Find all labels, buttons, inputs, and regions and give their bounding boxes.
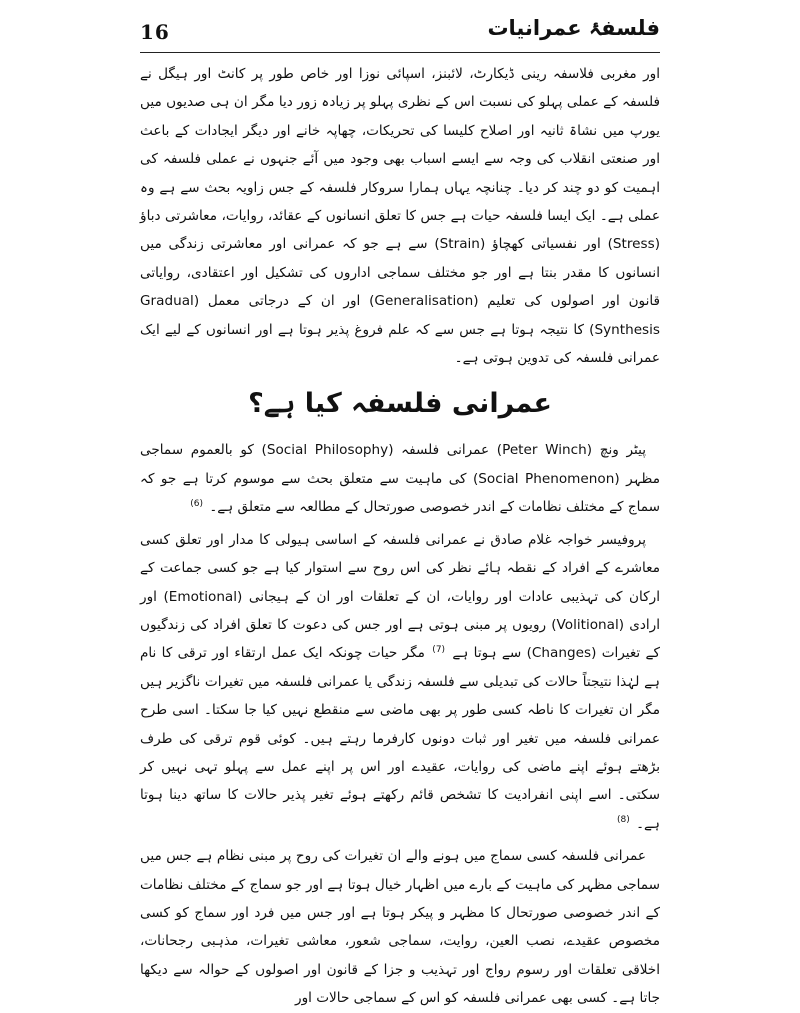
footnote-ref-6: (6) <box>190 498 203 509</box>
page-number: 16 <box>140 20 170 44</box>
body-text <box>140 60 660 1013</box>
paragraph-intro-text: اور مغربی فلاسفہ رینی ڈیکارٹ، لائبنز، اسپائی نوزا اور خاص طور پر کانٹ اور ہیگل نے فلسفہ کے عملی پہلو کی نسبت اس کے نظری پہلو پر زیادہ زور دیا مگر ان ہی صدیوں میں یورپ میں نشاۃ ثانیہ اور اصلاح کلیسا کی تحریکات، چھاپہ خانے اور دیگر ایجادات کے باعث اور صنعتی انقلاب کی وجہ سے ایسے اسباب بھی وجود میں آئے جنہوں نے عملی فلسفہ کی اہمیت کو دو چند کر دیا۔ چنانچہ یہاں ہمارا سروکار فلسفہ کے جس زاویہ بحث سے ہے وہ عملی ہے۔ ایک ایسا فلسفہ حیات ہے جس کا تعلق انسانوں کے عقائد، روایات، معاشرتی دباؤ (Stress) اور نفسیاتی کھچاؤ (Strain) سے ہے جو کہ عمرانی اور معاشرتی زندگی میں انسانوں کا مقدر بنتا ہے اور جو مختلف سماجی اداروں کی تشکیل اور اعتقادی، روایاتی قانون اور اصولوں کی تعلیم (Generalisation) اور ان کے درجاتی معمل (Gradual Synthesis) کا نتیجہ ہوتا ہے جس سے کہ علم فروغ پذیر ہوتا ہے اور انسانوں کے لیے ایک عمرانی فلسفہ کی تدوین ہوتی ہے۔ <box>140 66 661 367</box>
paragraph-ghulam-sadiq-text: پروفیسر خواجہ غلام صادق نے عمرانی فلسفہ کے اساسی ہیولی کا مدار اور تعلق کسی معاشرے کے افراد کے نقطہ ہائے نظر کی اس روح سے استوار کیا ہے جو کسی جماعت کے ارکان کی تہذیبی عادات اور روایات، ان کے تعلقات اور ان کے ہیجانی (Emotional) اور ارادی (Volitional) رویوں پر مبنی ہوتی ہے اور جس کی دعوت کا تعلق افراد کی زندگیوں کے تغیرات (Changes) سے ہوتا ہے <box>140 531 661 662</box>
paragraph-peter-winch <box>140 436 660 521</box>
header-rule <box>140 52 660 53</box>
footnote-ref-7: (7) <box>432 644 446 655</box>
paragraph-ghulam-sadiq <box>140 526 660 838</box>
paragraph-ghulam-sadiq-tail: مگر حیات چونکہ ایک عمل ارتقاء اور ترقی کا نام ہے لہٰذا نتیجتاً حالات کی تبدیلی سے فلسفہ زندگی یا عمرانی فلسفہ میں تغیرات ناگزیر ہیں مگر ان تغیرات کا ناطہ کسی طور پر بھی ماضی سے منقطع نہیں کیا جا سکتا۔ اسی طرح عمرانی فلسفہ میں تغیر اور ثبات دونوں کارفرما رہتے ہیں۔ کوئی قوم ترقی کی طرف بڑھتے ہوئے اپنے ماضی کی روایات، عقیدے اور اس پر اپنے عمل سے پہلو تہی نہیں کر سکتی۔ اسے اپنی انفرادیت کا تشخص قائم رکھتے ہوئے تغیر پذیر حالات کا ساتھ دینا ہوتا ہے۔ <box>140 645 660 832</box>
paragraph-social-philosophy <box>140 842 660 1012</box>
page-header <box>140 18 660 48</box>
running-title: فلسفۂ عمرانیات <box>487 16 660 40</box>
paragraph-intro <box>140 60 660 372</box>
paragraph-social-philosophy-text: عمرانی فلسفہ کسی سماج میں ہونے والے ان تغیرات کی روح پر مبنی نظام ہے جس میں سماجی مظہر کی ماہیت کے بارے میں اظہار خیال ہوتا ہے اور جو سماج کے مختلف نظامات کے اندر خصوصی صورتحال کا مظہر و پیکر ہوتا ہے اور جس میں فرد اور سماج کو کسی مخصوص عقیدے، نصب العین، روایت، سماجی شعور، معاشی تغیرات، مذہبی رجحانات، اخلاقی تعلقات اور رسوم رواج اور تہذیب و جزا کے قانون اور اصولوں کے حوالہ سے دیکھا جاتا ہے۔ کسی بھی عمرانی فلسفہ کو اس کے سماجی حالات اور <box>140 848 660 1007</box>
footnote-ref-8: (8) <box>617 815 630 826</box>
section-heading: عمرانی فلسفہ کیا ہے؟ <box>248 388 552 420</box>
paragraph-peter-winch-text: پیٹر ونچ (Peter Winch) عمرانی فلسفہ (Social Philosophy) کو بالعموم سماجی مظہر (Social Phenomenon) کی ماہیت سے متعلق بحث سے موسوم کرتا ہے جو کہ سماج کے مختلف نظامات کے اندر خصوصی صورتحال کے مطالعہ سے متعلق ہے۔ <box>140 442 660 516</box>
